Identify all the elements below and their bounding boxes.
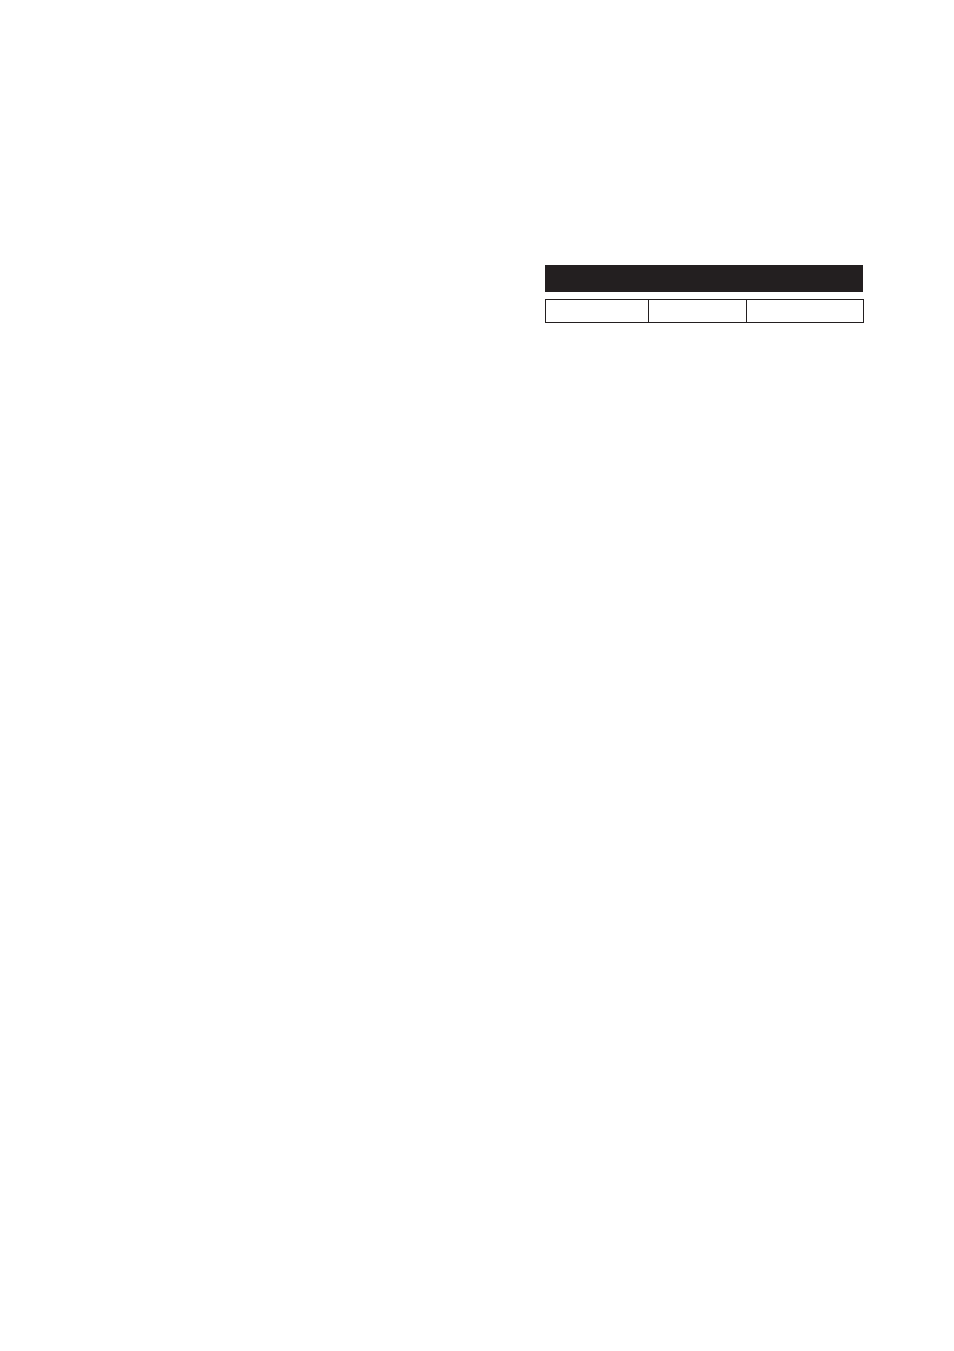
header-problem <box>649 300 747 323</box>
table-header-row <box>546 300 864 323</box>
troubleshooting-table <box>545 299 864 323</box>
troubleshooting-title <box>545 265 863 292</box>
header-symptoms <box>546 300 649 323</box>
header-solution <box>746 300 863 323</box>
left-page-content <box>91 264 409 278</box>
